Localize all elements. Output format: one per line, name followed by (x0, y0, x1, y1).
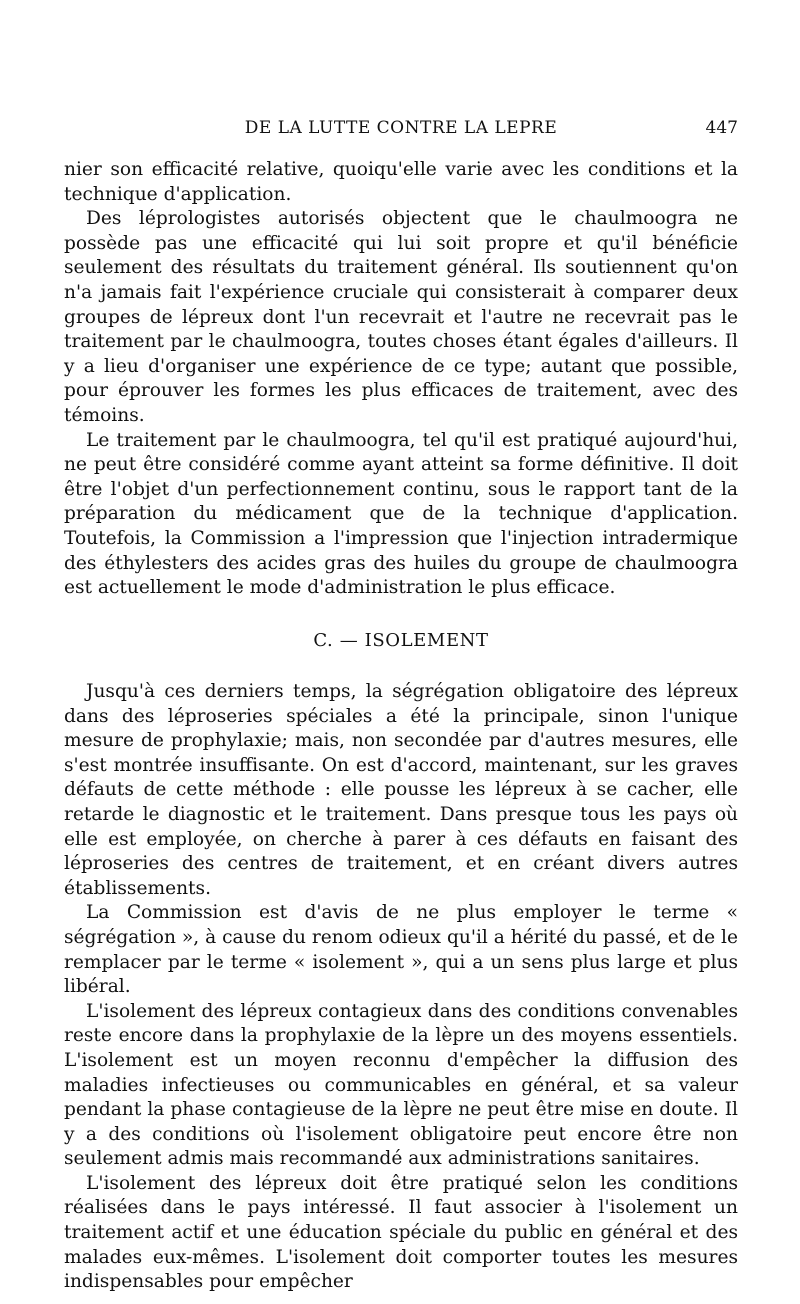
paragraph: Jusqu'à ces derniers temps, la ségrégation obligatoire des lépreux dans des léproseries spéciales a été la principale, sinon l'unique mesure de prophylaxie; mais, non secondée par d'autres mesures, elle s'est montrée insuffisante. On est d'accord, maintenant, sur les graves défauts de cette méthode : elle pousse les lépreux à se cacher, elle retarde le diagnostic et le traitement. Dans presque tous les pays où elle est employée, on cherche à parer à ces défauts en faisant des léproseries des centres de traitement, et en créant divers autres établissements. (64, 681, 738, 899)
running-title: DE LA LUTTE CONTRE LA LEPRE (244, 118, 558, 138)
running-header (64, 114, 738, 144)
text-block-top (64, 158, 738, 601)
paragraph: Des léprologistes autorisés objectent que le chaulmoogra ne possède pas une efficacité qui lui soit propre et qu'il bénéficie seulement des résultats du traitement général. Ils soutiennent qu'on n'a jamais fait l'expérience cruciale qui consisterait à comparer deux groupes de lépreux dont l'un recevrait et l'autre ne recevrait pas le traitement par le chaulmoogra, toutes choses étant égales d'ailleurs. Il y a lieu d'organiser une expérience de ce type; autant que possible, pour éprouver les formes les plus efficaces de traitement, avec des témoins. (64, 208, 738, 426)
paragraph: L'isolement des lépreux contagieux dans des conditions convenables reste encore dans la prophylaxie de la lèpre un des moyens essentiels. L'isolement est un moyen reconnu d'empêcher la diffusion des maladies infectieuses ou communicables en général, et sa valeur pendant la phase contagieuse de la lèpre ne peut être mise en doute. Il y a des conditions où l'isolement obligatoire peut encore être non seulement admis mais recommandé aux administrations sanitaires. (64, 1000, 738, 1170)
paragraph: L'isolement des lépreux doit être pratiqué selon les conditions réalisées dans le pays intéressé. Il faut associer à l'isolement un traitement actif et une éducation spéciale du public en général et des malades eux-mêmes. L'isolement doit comporter toutes les mesures indispensables pour empêcher (64, 1172, 738, 1293)
page-number: 447 (705, 118, 738, 138)
text-block-section (64, 680, 738, 1295)
paragraph: Le traitement par le chaulmoogra, tel qu'il est pratiqué aujourd'hui, ne peut être considéré comme ayant atteint sa forme définitive. Il doit être l'objet d'un perfectionnement continu, sous le rapport tant de la préparation du médicament que de la technique d'application. Toutefois, la Commission a l'impression que l'injection intradermique des éthylesters des acides gras des huiles du groupe de chaulmoogra est actuellement le mode d'administration le plus efficace. (64, 429, 738, 599)
paragraph-continued: nier son efficacité relative, quoiqu'elle varie avec les conditions et la technique d'application. (64, 159, 738, 205)
paragraph: La Commission est d'avis de ne plus employer le terme « ségrégation », à cause du renom odieux qu'il a hérité du passé, et de le remplacer par le terme « isolement », qui a un sens plus large et plus libéral. (64, 902, 738, 998)
section-heading: C. — ISOLEMENT (313, 630, 489, 651)
